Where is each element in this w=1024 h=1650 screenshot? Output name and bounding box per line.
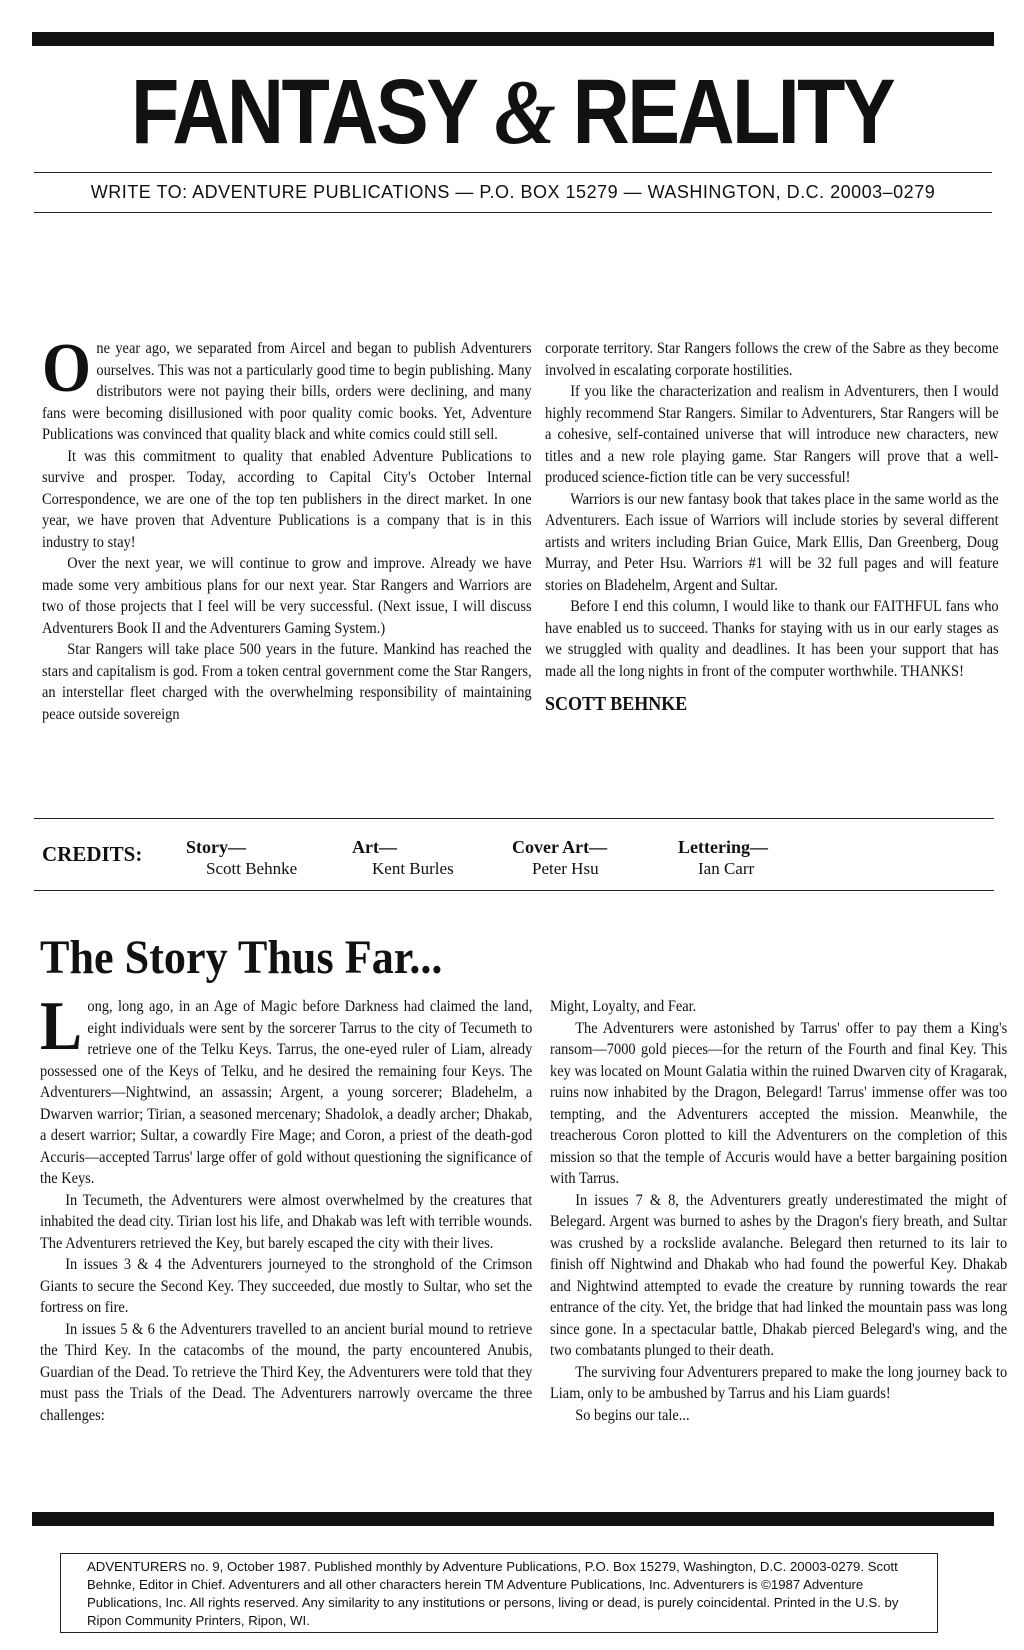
top-rule-bar <box>32 32 994 46</box>
story-paragraph: So begins our tale... <box>575 1406 690 1424</box>
masthead-title <box>72 62 953 162</box>
editorial-paragraph: Star Rangers will take place 500 years in the future. Mankind has reached the stars and capitalism is god. From a token central government come the Star Rangers, an interstellar fleet charged with the overwhelming responsibility of maintaining peace outside sovereign <box>42 641 532 723</box>
divider <box>34 212 992 213</box>
divider <box>34 818 994 819</box>
drop-cap: L <box>40 988 83 1065</box>
story-column-right <box>550 996 1007 1426</box>
editorial-paragraph: corporate territory. Star Rangers follows the crew of the Sabre as they become involved in escalating corporate hostilities. <box>545 340 999 379</box>
divider <box>34 172 992 173</box>
story-paragraph: Might, Loyalty, and Fear. <box>550 998 697 1015</box>
credit-art <box>352 836 454 880</box>
editorial-signature: SCOTT BEHNKE <box>545 693 688 715</box>
editorial-column-right <box>545 338 999 716</box>
masthead-ampersand: & <box>494 61 554 163</box>
editorial-paragraph: Warriors is our new fantasy book that takes place in the same world as the Adventurers. Each issue of Warriors will include stories by several different artists and writers including Brian Guice, Mark Ellis, Dan Greenberg, Doug Murray, and Peter Hsu. Warriors #1 will be 32 full pages and will feature stories on Bladehelm, Argent and Sultar. <box>545 490 999 594</box>
credit-person: Kent Burles <box>372 859 454 878</box>
story-paragraph: In Tecumeth, the Adventurers were almost overwhelmed by the creatures that inhabited the dead city. Tirian lost his life, and Dhakab was left with terrible wounds. The Adventurers retrieved the Key, but barely escaped the city with their lives. <box>40 1191 533 1252</box>
story-paragraph: In issues 3 & 4 the Adventurers journeyed to the stronghold of the Crimson Giants to secure the Second Key. They succeeded, due mostly to Sultar, who set the fortress on fire. <box>40 1256 533 1316</box>
credit-role: Story— <box>186 837 246 857</box>
credits-label: CREDITS: <box>42 842 143 866</box>
credit-lettering <box>678 836 768 880</box>
story-paragraph: The surviving four Adventurers prepared to make the long journey back to Liam, only to be ambushed by Tarrus and his Liam guards! <box>550 1363 1008 1402</box>
editorial-column-left <box>42 330 532 725</box>
editorial-paragraph: It was this commitment to quality that enabled Adventure Publications to survive and prosper. Today, according to Capital City's October Internal Correspondence, we are one of the top ten publishers in the direct market. In one year, we have proven that Adventure Publications is a company that is in this industry to stay! <box>42 447 532 551</box>
credit-cover-art <box>512 836 607 880</box>
write-to-address: WRITE TO: ADVENTURE PUBLICATIONS — P.O. BOX 15279 — WASHINGTON, D.C. 20003–0279 <box>90 182 936 202</box>
drop-cap: O <box>42 330 92 407</box>
credit-role: Art— <box>352 837 397 857</box>
editorial-paragraph: Over the next year, we will continue to grow and improve. Already we have made some very ambitious plans for our next year. Star Rangers and Warriors are two of those projects that I feel will be very successful. (Next issue, I will discuss Adventurers Book II and the Adventurers Gaming System.) <box>42 555 532 637</box>
editorial-paragraph: Before I end this column, I would like to thank our FAITHFUL fans who have enabled us to succeed. Thanks for staying with us in our early stages as we struggled with quality and deadlines. It has been your support that has made all the long nights in front of the computer worthwhile. THANKS! <box>545 598 999 680</box>
publication-indicia: ADVENTURERS no. 9, October 1987. Published monthly by Adventure Publications, P.O. Box 15279, Washington, D.C. 20003-0279. Scott Behnke, Editor in Chief. Adventurers and all other characters herein TM Adventure Publications, Inc. Adventurers is ©1987 Adventure Publications, Inc. All rights reserved. Any similarity to any institutions or persons, living or dead, is purely coincidental. Printed in the U.S. by Ripon Community Printers, Ripon, WI. <box>60 1553 938 1633</box>
story-paragraph: In issues 5 & 6 the Adventurers travelled to an ancient burial mound to retrieve the Third Key. In the catacombs of the mound, the party encountered Anubis, Guardian of the Dead. To retrieve the Third Key, the Adventurers were told that they must pass the Trials of the Dead. The Adventurers narrowly overcame the three challenges: <box>40 1320 533 1424</box>
credit-story <box>186 836 297 880</box>
credit-role: Cover Art— <box>512 837 608 857</box>
credit-person: Peter Hsu <box>532 859 599 878</box>
story-paragraph: In issues 7 & 8, the Adventurers greatly underestimated the might of Belegard. Argent was burned to ashes by the Dragon's fiery breath, and Sultar was crushed by a rockslide avalanche. Belegard then returned to its lair to finish off Nightwind and Dhakab who had found the powerful Key. Dhakab and Nightwind attempted to evade the creature by running towards the rear entrance of the city. Yet, the bridge that had linked the mountain pass was long since gone. In a spectacular battle, Dhakab pierced Belegard's wing, and the two combatants plunged to their death. <box>550 1191 1008 1359</box>
story-paragraph: ong, long ago, in an Age of Magic before Darkness had claimed the land, eight individuals were sent by the sorcerer Tarrus to the city of Tecumeth to retrieve one of the Telku Keys. Tarrus, the one-eyed ruler of Liam, already possessed one of the Keys of Telku, and he desired the remaining four Keys. The Adventurers—Nightwind, an assassin; Argent, a young sorcerer; Bladehelm, a Dwarven warrior; Tirian, a seasoned mercenary; Shadolok, a deadly archer; Dhakab, a desert warrior; Sultar, a cowardly Fire Mage; and Coron, a priest of the death-god Accuris—accepted Tarrus' large offer of gold without questioning the significance of the Keys. <box>40 998 533 1187</box>
credit-role: Lettering— <box>678 837 768 857</box>
story-paragraph: The Adventurers were astonished by Tarrus' offer to pay them a King's ransom—7000 gold pieces—for the return of the Fourth and final Key. This key was located on Mount Galatia within the ruined Dwarven city of Kragarak, ruins now inhabited by the Dragon, Belegard! Tarrus' immense offer was too tempting, and the Adventurers accepted the mission. Meanwhile, the treacherous Coron plotted to kill the Adventurers on the completion of this mission so that the temple of Accuris would have a better bargaining position with Tarrus. <box>550 1019 1008 1187</box>
masthead-word-fantasy: FANTASY <box>130 61 475 163</box>
story-column-left <box>40 988 533 1426</box>
masthead-word-reality: REALITY <box>572 61 894 163</box>
bottom-rule-bar <box>32 1512 994 1526</box>
editorial-paragraph: ne year ago, we separated from Aircel and began to publish Adventurers ourselves. This was not a particularly good time to begin publishing. Many distributors were not paying their bills, orders were declining, and many fans were becoming disillusioned with poor quality comic books. Yet, Adventure Publications was convinced that quality black and white comics could still sell. <box>42 340 532 443</box>
divider <box>34 890 994 891</box>
credit-person: Scott Behnke <box>206 859 298 878</box>
credit-person: Ian Carr <box>698 859 755 878</box>
editorial-paragraph: If you like the characterization and realism in Adventurers, then I would highly recommend Star Rangers. Similar to Adventurers, Star Rangers will be a cohesive, self-contained universe that will introduce new characters, new titles and a new role playing game. Star Rangers will prove that a well-produced science-fiction title can be very successful! <box>545 383 999 486</box>
story-title: The Story Thus Far... <box>40 931 443 984</box>
